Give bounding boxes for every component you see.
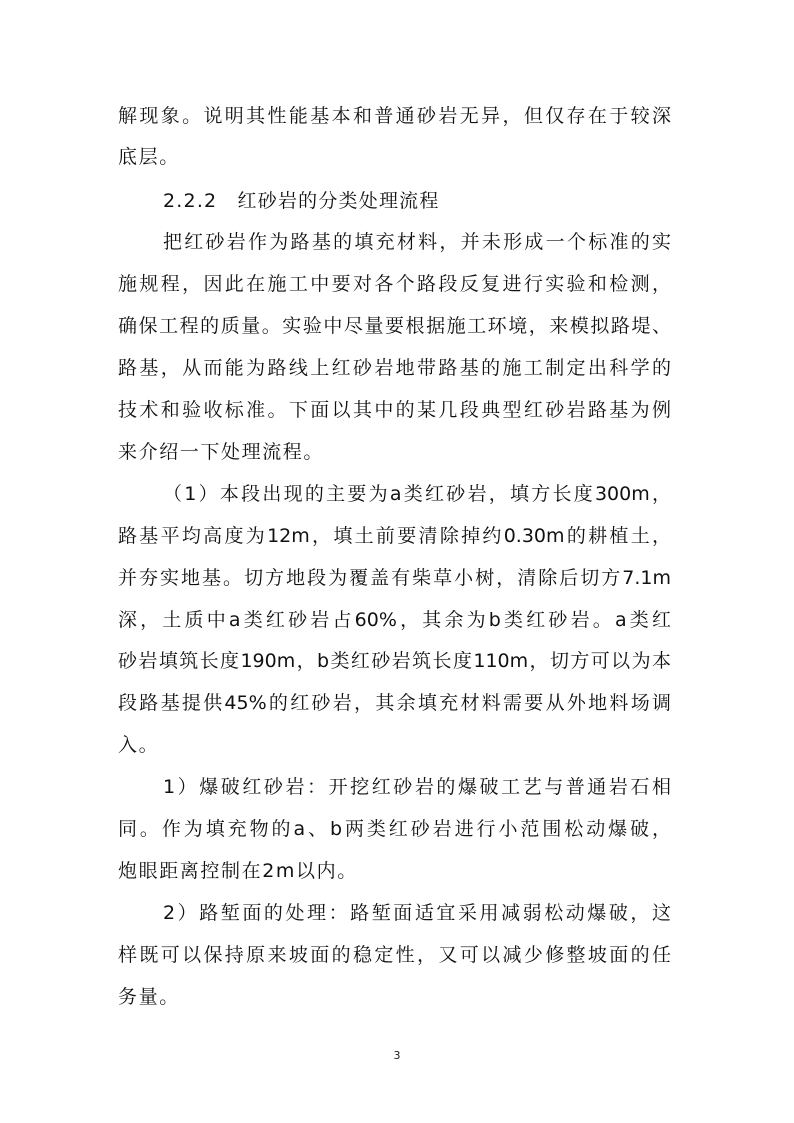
text-line: 砂岩填筑长度190m，b类红砂岩筑长度110m，切方可以为本	[118, 650, 671, 672]
page-number: 3	[393, 1049, 401, 1062]
text-line: 来介绍一下处理流程。	[118, 441, 325, 463]
text-line: 并夯实地基。切方地段为覆盖有柴草小树，清除后切方7.1m	[118, 567, 671, 589]
text-line: 样既可以保持原来坡面的稳定性，又可以减少修整坡面的任	[118, 944, 671, 966]
text-line: 1）爆破红砂岩：开挖红砂岩的爆破工艺与普通岩石相	[163, 776, 671, 798]
text-line: 把红砂岩作为路基的填充材料，并未形成一个标准的实	[163, 231, 671, 253]
text-line: 炮眼距离控制在2m以内。	[118, 860, 358, 882]
text-line: 路基，从而能为路线上红砂岩地带路基的施工制定出科学的	[118, 357, 671, 379]
text-line: 同。作为填充物的a、b两类红砂岩进行小范围松动爆破，	[118, 818, 671, 840]
text-line: 深，土质中a类红砂岩占60%，其余为b类红砂岩。a类红	[118, 609, 671, 631]
text-line: 入。	[118, 734, 160, 756]
text-line: 解现象。说明其性能基本和普通砂岩无异，但仅存在于较深	[118, 105, 671, 127]
text-line: 底层。	[118, 146, 180, 168]
section-heading: 2.2.2 红砂岩的分类处理流程	[163, 190, 440, 212]
text-line: 技术和验收标准。下面以其中的某几段典型红砂岩路基为例	[118, 399, 671, 421]
text-line: （1）本段出现的主要为a类红砂岩，填方长度300m，	[163, 483, 671, 505]
text-line: 务量。	[118, 986, 180, 1008]
text-line: 路基平均高度为12m，填土前要清除掉约0.30m的耕植土，	[118, 525, 671, 547]
text-line: 确保工程的质量。实验中尽量要根据施工环境，来模拟路堤、	[118, 315, 671, 337]
text-line: 施规程，因此在施工中要对各个路段反复进行实验和检测，	[118, 273, 671, 295]
text-line: 段路基提供45%的红砂岩，其余填充材料需要从外地料场调	[118, 692, 671, 714]
text-line: 2）路堑面的处理：路堑面适宜采用减弱松动爆破，这	[163, 902, 671, 924]
